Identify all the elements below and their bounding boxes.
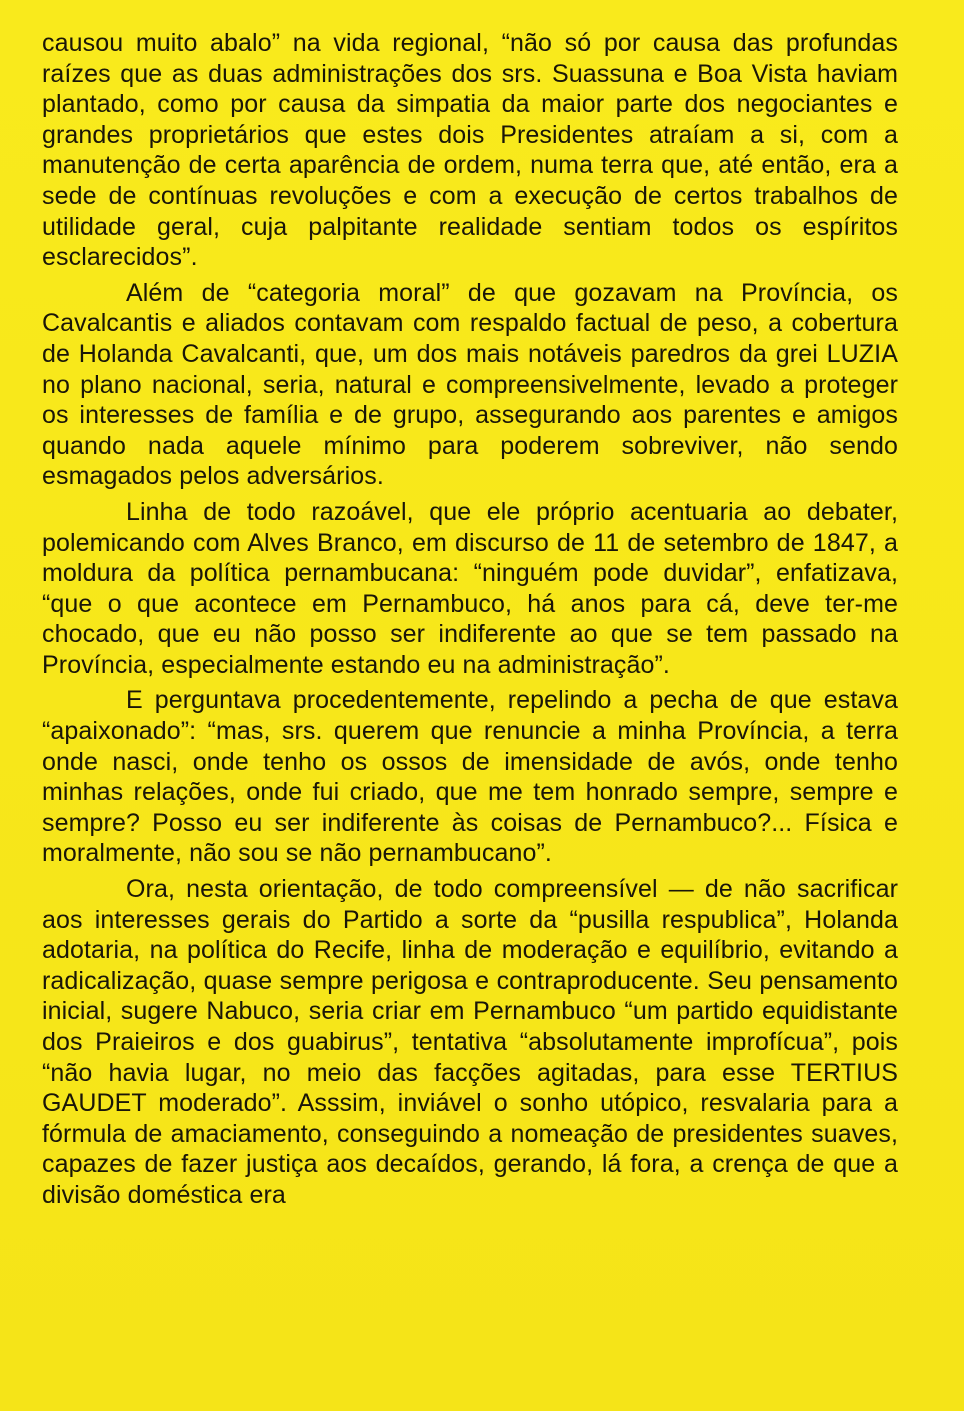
paragraph-2: Além de “categoria moral” de que gozavam na Província, os Cavalcantis e aliados contavam com respaldo factual de peso, a cobertura de Holanda Cavalcanti, que, um dos mais notáveis paredros da grei LUZIA no plano nacional, seria, natural e compreensivelmente, levado a proteger os interesses de família e de grupo, assegurando aos parentes e amigos quando nada aquele mínimo para poderem sobreviver, não sendo esmagados pelos adversários. [42,278,898,491]
paragraph-5: Ora, nesta orientação, de todo compreensível — de não sacrificar aos interesses gerais do Partido a sorte da “pusilla respublica”, Holanda adotaria, na política do Recife, linha de moderação e equilíbrio, evitando a radicalização, quase sempre perigosa e contraproducente. Seu pensamento inicial, sugere Nabuco, seria criar em Pernambuco “um partido equidistante dos Praieiros e dos guabirus”, tentativa “absolutamente improfícua”, pois “não havia lugar, no meio das facções agitadas, para esse TERTIUS GAUDET moderado”. Asssim, inviável o sonho utópico, resvalaria para a fórmula de amaciamento, conseguindo a nomeação de presidentes suaves, capazes de fazer justiça aos decaídos, gerando, lá fora, a crença de que a divisão doméstica era [42,875,898,1209]
paragraph-1: causou muito abalo” na vida regional, “não só por causa das profundas raízes que as duas administrações dos srs. Suassuna e Boa Vista haviam plantado, como por causa da simpatia da maior parte dos negociantes e grandes proprietários que estes dois Presidentes atraíam a si, com a manutenção de certa aparência de ordem, numa terra que, até então, era a sede de contínuas revoluções e com a execução de certos trabalhos de utilidade geral, cuja palpitante realidade sentiam todos os espíritos esclarecidos”. [42,29,898,272]
paragraph-3: Linha de todo razoável, que ele próprio acentuaria ao debater, polemicando com Alves Branco, em discurso de 11 de setembro de 1847, a moldura da política pernambucana: “ninguém pode duvidar”, enfatizava, “que o que acontece em Pernambuco, há anos para cá, deve ter-me chocado, que eu não posso ser indiferente ao que se tem passado na Província, especialmente estando eu na administração”. [42,497,898,679]
paragraph-4: E perguntava procedentemente, repelindo a pecha de que estava “apaixonado”: “mas, srs. querem que renuncie a minha Província, a terra onde nasci, onde tenho os ossos de imensidade de avós, onde tenho minhas relações, onde fui criado, que me tem honrado sempre, sempre e sempre? Posso eu ser indiferente às coisas de Pernambuco?... Física e moralmente, não sou se não pernambucano”. [42,686,898,868]
document-body [42,28,898,1211]
